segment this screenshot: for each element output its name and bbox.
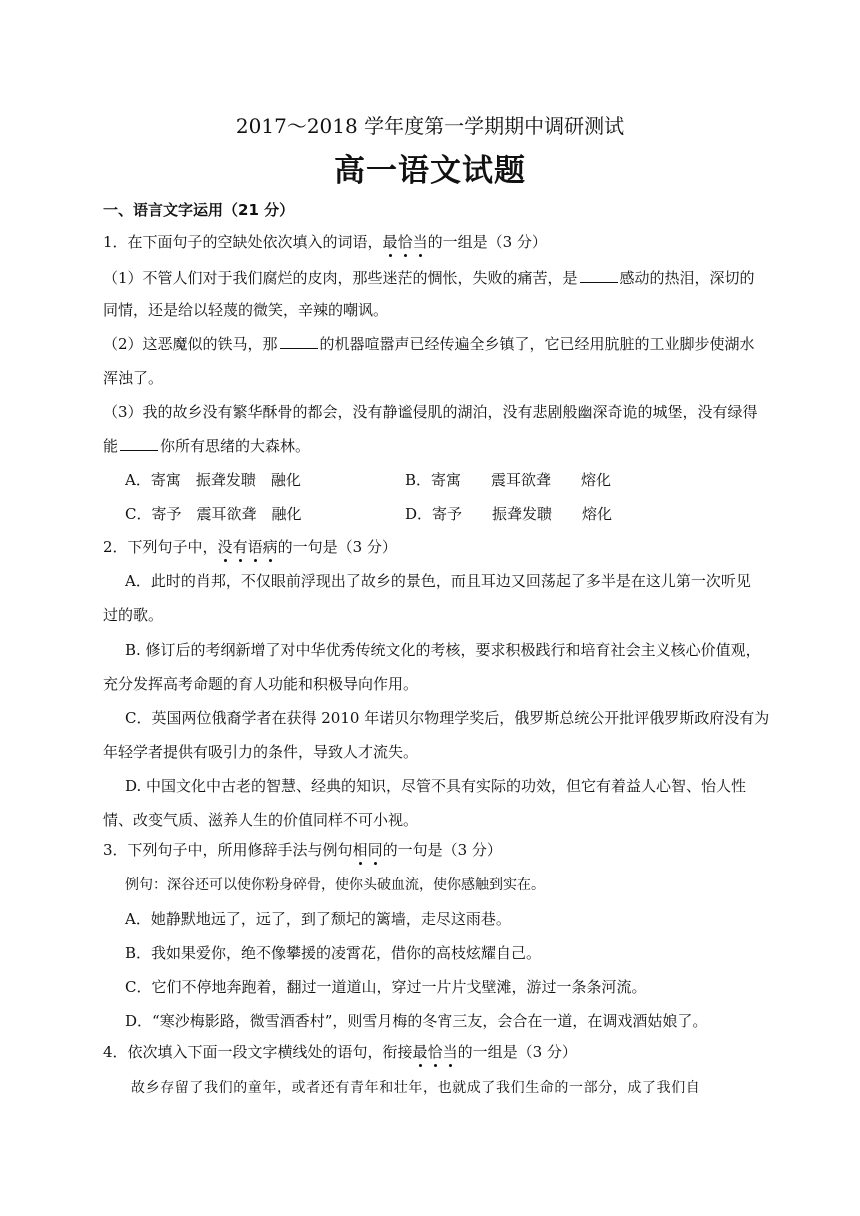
option-d: D．寄予 振聋发聩 熔化 bbox=[405, 505, 613, 523]
emphasis-char: 同 bbox=[367, 841, 383, 859]
stem-text: 2．下列句子中， bbox=[103, 538, 218, 556]
sentence-text: （2）这恶魔似的铁马，那 bbox=[103, 335, 278, 353]
q1-sentence-3-line-2 bbox=[103, 435, 310, 457]
q2-option-c-line-1: C．英国两位俄裔学者在获得 2010 年诺贝尔物理学奖后，俄罗斯总统公开批评俄罗斯政府没有为 bbox=[125, 709, 770, 727]
emphasis-char: 恰 bbox=[427, 1043, 443, 1061]
emphasis-char: 当 bbox=[442, 1043, 458, 1061]
option-c: C．寄予 震耳欲聋 融化 bbox=[125, 505, 302, 523]
q3-option-d: D．“寒沙梅影路，微雪酒香村”，则雪月梅的冬宵三友，会合在一道，在调戏酒姑娘了。 bbox=[125, 1012, 708, 1030]
q4-passage: 故乡存留了我们的童年，或者还有青年和壮年，也就成了我们生命的一部分，成了我们自 bbox=[131, 1080, 701, 1096]
fill-blank bbox=[120, 436, 158, 451]
emphasis-char: 语 bbox=[247, 538, 263, 556]
emphasis-char: 最 bbox=[412, 1043, 428, 1061]
sentence-text: 能 bbox=[103, 437, 119, 455]
stem-text: 的一句是（3 分） bbox=[382, 841, 502, 859]
question-1-stem bbox=[103, 231, 547, 253]
question-3-stem bbox=[103, 839, 502, 861]
q2-option-c-line-2: 年轻学者提供有吸引力的条件，导致人才流失。 bbox=[103, 743, 419, 761]
stem-text: 的一组是（3 分） bbox=[427, 233, 547, 251]
q2-option-a-line-1: A．此时的肖邦，不仅眼前浮现出了故乡的景色，而且耳边又回荡起了多半是在这儿第一次听见 bbox=[125, 572, 751, 590]
q3-example: 例句：深谷还可以使你粉身碎骨，使你头破血流，使你感触到实在。 bbox=[125, 877, 545, 893]
q3-option-b: B．我如果爱你，绝不像攀援的凌霄花，借你的高枝炫耀自己。 bbox=[125, 944, 542, 962]
q1-sentence-2-line-2: 浑浊了。 bbox=[103, 369, 164, 387]
option-b: B．寄寓 震耳欲聋 熔化 bbox=[405, 471, 612, 489]
emphasis-char: 没 bbox=[217, 538, 233, 556]
q1-sentence-3-line-1: （3）我的故乡没有繁华酥骨的都会，没有静谧侵肌的湖泊，没有悲剧般幽深奇诡的城堡，没有绿得 bbox=[103, 403, 758, 421]
fill-blank bbox=[280, 334, 318, 349]
stem-text: 4．依次填入下面一段文字横线处的语句，衔接 bbox=[103, 1043, 413, 1061]
fill-blank bbox=[580, 268, 618, 283]
sentence-text: （1）不管人们对于我们腐烂的皮肉，那些迷茫的惆怅，失败的痛苦，是 bbox=[103, 269, 578, 287]
stem-text: 1．在下面句子的空缺处依次填入的词语， bbox=[103, 233, 383, 251]
emphasis-char: 有 bbox=[232, 538, 248, 556]
stem-text: 3．下列句子中，所用修辞手法与例句 bbox=[103, 841, 353, 859]
emphasis-char: 相 bbox=[352, 841, 368, 859]
section-heading: 一、语言文字运用（21 分） bbox=[103, 201, 295, 219]
q2-option-d-line-1: D. 中国文化中古老的智慧、经典的知识，尽管不具有实际的功效，但它有着益人心智、怡人性 bbox=[125, 777, 747, 795]
q3-option-a: A．她静默地远了，远了，到了颓圮的篱墙，走尽这雨巷。 bbox=[125, 910, 511, 928]
exam-title: 高一语文试题 bbox=[334, 153, 526, 189]
q2-option-d-line-2: 情、改变气质、滋养人生的价值同样不可小视。 bbox=[103, 811, 419, 829]
sentence-text: 的机器喧嚣声已经传遍全乡镇了，它已经用肮脏的工业脚步使湖水 bbox=[319, 335, 755, 353]
emphasis-char: 最 bbox=[382, 233, 398, 251]
q2-option-a-line-2: 过的歌。 bbox=[103, 606, 164, 624]
emphasis-char: 当 bbox=[412, 233, 428, 251]
emphasis-char: 恰 bbox=[397, 233, 413, 251]
emphasis-char: 病 bbox=[262, 538, 278, 556]
q2-option-b-line-1: B. 修订后的考纲新增了对中华优秀传统文化的考核，要求积极践行和培育社会主义核心价值观， bbox=[125, 641, 761, 659]
sentence-text: 你所有思绪的大森林。 bbox=[160, 437, 311, 455]
sentence-text: 感动的热泪，深切的 bbox=[619, 269, 755, 287]
option-a: A．寄寓 振聋发聩 融化 bbox=[125, 471, 301, 489]
stem-text: 的一句是（3 分） bbox=[277, 538, 397, 556]
stem-text: 的一组是（3 分） bbox=[457, 1043, 577, 1061]
question-2-stem bbox=[103, 536, 397, 558]
q1-sentence-1-line-1 bbox=[103, 267, 755, 289]
q2-option-b-line-2: 充分发挥高考命题的育人功能和积极导向作用。 bbox=[103, 675, 419, 693]
question-4-stem bbox=[103, 1041, 577, 1063]
q1-sentence-1-line-2: 同情，还是给以轻蔑的微笑，辛辣的嘲讽。 bbox=[103, 301, 389, 319]
exam-subtitle: 2017～2018 学年度第一学期期中调研测试 bbox=[235, 114, 625, 138]
q1-sentence-2-line-1 bbox=[103, 333, 755, 355]
q3-option-c: C．它们不停地奔跑着，翻过一道道山，穿过一片片戈壁滩，游过一条条河流。 bbox=[125, 978, 647, 996]
